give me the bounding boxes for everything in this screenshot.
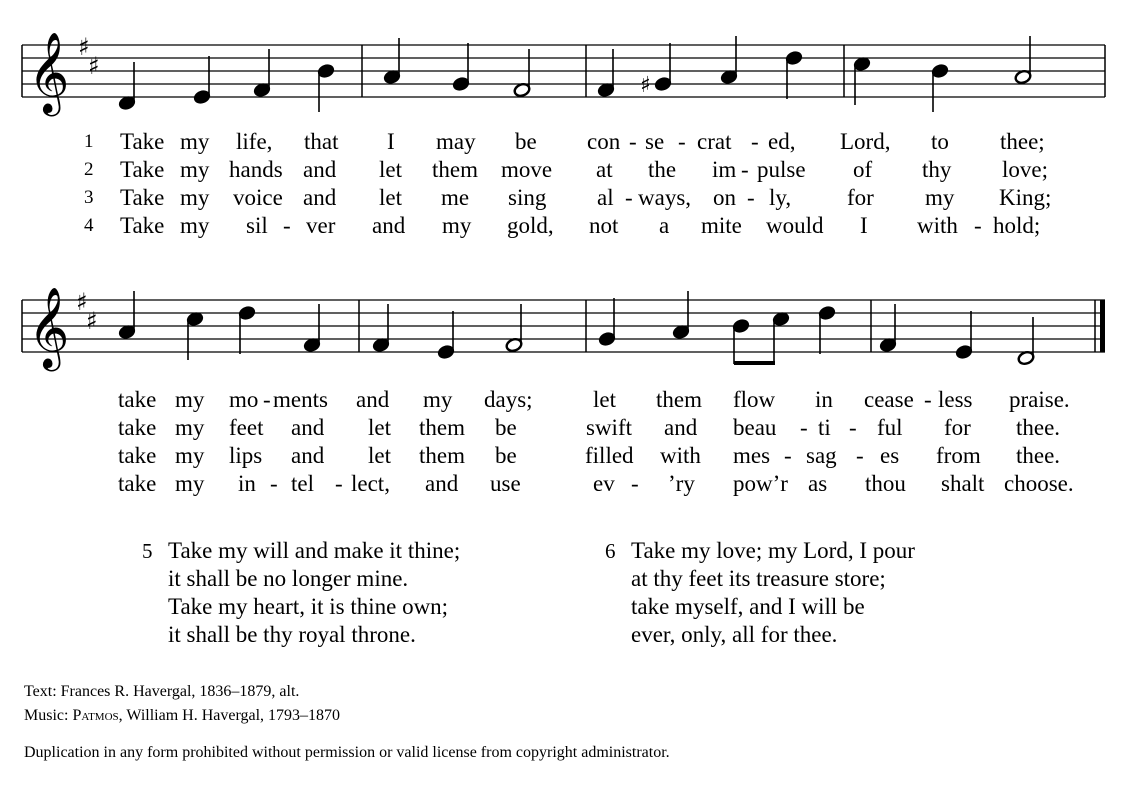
lyric-syllable: take <box>118 471 157 496</box>
stanza-6 <box>605 537 915 649</box>
lyric-syllable: on <box>713 185 736 210</box>
lyric-hyphen: - <box>625 185 633 210</box>
key-sharp-icon: ♯ <box>76 288 88 316</box>
lyric-syllable: of <box>853 157 873 182</box>
lyric-syllable: sing <box>508 185 547 210</box>
music-staff-system-2 <box>0 270 1131 390</box>
lyric-hyphen: - <box>678 129 686 154</box>
stanza-5 <box>142 537 461 649</box>
lyric-syllable: con <box>587 129 621 154</box>
lyric-syllable: and <box>291 443 325 468</box>
lyric-syllable: my <box>175 471 205 496</box>
lyric-syllable: may <box>436 129 476 154</box>
lyric-syllable: sil <box>246 213 268 238</box>
verse-number: 3 <box>84 187 94 208</box>
lyric-syllable: Take <box>120 213 165 238</box>
lyric-syllable: and <box>425 471 459 496</box>
lyric-syllable: that <box>304 129 339 154</box>
lyric-syllable: my <box>175 443 205 468</box>
lyric-syllable: ways, <box>638 185 692 210</box>
lyric-syllable: my <box>175 415 205 440</box>
lyric-syllable: praise. <box>1009 387 1070 412</box>
lyric-syllable: for <box>944 415 971 440</box>
lyric-syllable: ed, <box>768 129 796 154</box>
stanza-line: it shall be no longer mine. <box>168 566 409 591</box>
lyric-syllable: days; <box>484 387 533 412</box>
lyric-hyphen: - <box>974 213 982 238</box>
lyric-syllable: pow’r <box>733 471 788 496</box>
lyric-hyphen: - <box>629 129 637 154</box>
treble-clef-icon: 𝄞 <box>28 286 70 368</box>
copyright-notice: Duplication in any form prohibited without permission or valid license from copyright administrator. <box>24 744 670 761</box>
lyric-syllable: hands <box>229 157 283 182</box>
lyric-hyphen: - <box>741 157 749 182</box>
stanza-line: Take my heart, it is thine own; <box>168 594 449 619</box>
lyric-syllable: I <box>860 213 868 238</box>
verse-number: 2 <box>84 159 94 180</box>
lyric-hyphen: - <box>856 443 864 468</box>
stanza-line: at thy feet its treasure store; <box>631 566 886 591</box>
lyric-syllable: Lord, <box>840 129 891 154</box>
tune-name: Patmos <box>72 707 119 724</box>
lyric-hyphen: - <box>849 415 857 440</box>
lyric-syllable: mite <box>701 213 742 238</box>
lyric-syllable: ev <box>593 471 615 496</box>
lyric-syllable: use <box>490 471 521 496</box>
accidental-sharp-icon: ♯ <box>640 73 651 98</box>
lyric-syllable: Take <box>120 157 165 182</box>
key-sharp-icon: ♯ <box>78 33 90 61</box>
lyric-syllable: at <box>596 157 613 182</box>
lyric-syllable: ver <box>306 213 336 238</box>
lyric-syllable: crat <box>697 129 732 154</box>
lyric-syllable: take <box>118 387 157 412</box>
key-sharp-icon: ♯ <box>88 52 100 80</box>
stanza-line: Take my will and make it thine; <box>168 538 461 563</box>
stanza-line: ever, only, all for thee. <box>631 622 838 647</box>
lyric-syllable: and <box>372 213 406 238</box>
lyric-syllable: cease <box>864 387 914 412</box>
lyric-hyphen: - <box>270 471 278 496</box>
lyric-hyphen: - <box>283 213 291 238</box>
lyric-syllable: and <box>303 185 337 210</box>
lyric-syllable: ments <box>273 387 328 412</box>
lyric-syllable: tel <box>291 471 314 496</box>
lyric-syllable: them <box>419 443 465 468</box>
lyric-syllable: swift <box>586 415 632 440</box>
lyric-syllable: thou <box>865 471 906 496</box>
lyric-syllable: ti <box>818 415 831 440</box>
lyric-syllable: as <box>808 471 828 496</box>
music-staff-system-1 <box>0 0 1131 130</box>
lyric-syllable: let <box>368 443 391 468</box>
verse-number: 1 <box>84 131 94 152</box>
lyric-syllable: thee. <box>1016 415 1061 440</box>
lyric-syllable: my <box>442 213 472 238</box>
lyric-hyphen: - <box>924 387 932 412</box>
lyric-hyphen: - <box>751 129 759 154</box>
lyric-hyphen: - <box>784 443 792 468</box>
lyric-syllable: let <box>379 185 402 210</box>
lyric-syllable: and <box>303 157 337 182</box>
lyric-syllable: se <box>645 129 665 154</box>
lyric-syllable: let <box>368 415 391 440</box>
lyric-syllable: take <box>118 415 157 440</box>
lyric-syllable: in <box>815 387 833 412</box>
text-credit: Text: Frances R. Havergal, 1836–1879, alt. <box>24 683 300 700</box>
lyric-syllable: King; <box>999 185 1052 210</box>
lyric-syllable: from <box>936 443 981 468</box>
lyric-syllable: with <box>660 443 701 468</box>
lyric-hyphen: - <box>747 185 755 210</box>
lyric-syllable: feet <box>229 415 264 440</box>
lyric-hyphen: - <box>631 471 639 496</box>
lyric-syllable: my <box>925 185 955 210</box>
lyric-syllable: I <box>387 129 395 154</box>
stanza-line: Take my love; my Lord, I pour <box>631 538 915 563</box>
lyric-syllable: let <box>379 157 402 182</box>
music-credit-suffix: , William H. Havergal, 1793–1870 <box>118 707 341 724</box>
lyric-syllable: choose. <box>1004 471 1074 496</box>
lyric-syllable: im <box>712 157 737 182</box>
lyric-syllable: with <box>917 213 958 238</box>
lyric-syllable: my <box>180 185 210 210</box>
lyric-syllable: them <box>656 387 702 412</box>
music-credit-prefix: Music: <box>24 707 73 724</box>
stanza-number: 5 <box>142 539 153 563</box>
lyric-syllable: them <box>419 415 465 440</box>
music-credit <box>24 708 340 724</box>
lyric-syllable: es <box>880 443 900 468</box>
lyric-syllable: shalt <box>941 471 985 496</box>
verse-number: 4 <box>84 215 94 236</box>
lyric-syllable: love; <box>1002 157 1048 182</box>
lyric-syllable: gold, <box>507 213 554 238</box>
lyric-syllable: the <box>648 157 677 182</box>
lyric-syllable: be <box>515 129 537 154</box>
lyric-syllable: me <box>441 185 470 210</box>
lyric-syllable: be <box>495 415 517 440</box>
lyric-syllable: not <box>589 213 619 238</box>
lyric-hyphen: - <box>335 471 343 496</box>
lyric-syllable: mo <box>229 387 259 412</box>
lyric-syllable: and <box>356 387 390 412</box>
lyric-syllable: for <box>847 185 874 210</box>
lyric-syllable: ful <box>877 415 903 440</box>
stanza-line: take myself, and I will be <box>631 594 865 619</box>
lyric-syllable: move <box>501 157 553 182</box>
lyric-syllable: voice <box>233 185 283 210</box>
lyric-syllable: lect, <box>351 471 390 496</box>
lyric-syllable: my <box>423 387 453 412</box>
lyric-syllable: Take <box>120 185 165 210</box>
stanza-number: 6 <box>605 539 616 563</box>
lyric-syllable: my <box>175 387 205 412</box>
lyric-syllable: them <box>432 157 478 182</box>
lyric-syllable: hold; <box>993 213 1041 238</box>
lyric-syllable: would <box>766 213 824 238</box>
lyric-syllable: be <box>495 443 517 468</box>
lyric-syllable: filled <box>585 443 634 468</box>
lyric-syllable: life, <box>236 129 273 154</box>
lyric-syllable: ly, <box>769 185 792 210</box>
lyric-syllable: mes <box>733 443 771 468</box>
lyric-syllable: thy <box>922 157 952 182</box>
lyric-syllable: Take <box>120 129 165 154</box>
lyric-syllable: lips <box>229 443 263 468</box>
lyric-hyphen: - <box>263 387 271 412</box>
lyric-syllable: and <box>664 415 698 440</box>
lyric-syllable: my <box>180 213 210 238</box>
lyric-syllable: to <box>931 129 949 154</box>
lyric-syllable: let <box>593 387 616 412</box>
lyric-syllable: ’ry <box>668 471 695 496</box>
lyric-syllable: a <box>659 213 670 238</box>
lyric-syllable: sag <box>806 443 837 468</box>
treble-clef-icon: 𝄞 <box>28 31 70 113</box>
key-sharp-icon: ♯ <box>86 307 98 335</box>
lyric-syllable: flow <box>733 387 776 412</box>
lyric-hyphen: - <box>800 415 808 440</box>
lyric-syllable: pulse <box>757 157 806 182</box>
lyric-syllable: take <box>118 443 157 468</box>
lyric-syllable: thee; <box>1000 129 1045 154</box>
lyric-syllable: and <box>291 415 325 440</box>
lyric-syllable: my <box>180 129 210 154</box>
stanza-line: it shall be thy royal throne. <box>168 622 416 647</box>
lyric-syllable: beau <box>733 415 777 440</box>
lyric-syllable: thee. <box>1016 443 1061 468</box>
lyric-syllable: my <box>180 157 210 182</box>
lyric-syllable: less <box>938 387 973 412</box>
lyric-syllable: in <box>238 471 256 496</box>
lyric-syllable: al <box>597 185 614 210</box>
